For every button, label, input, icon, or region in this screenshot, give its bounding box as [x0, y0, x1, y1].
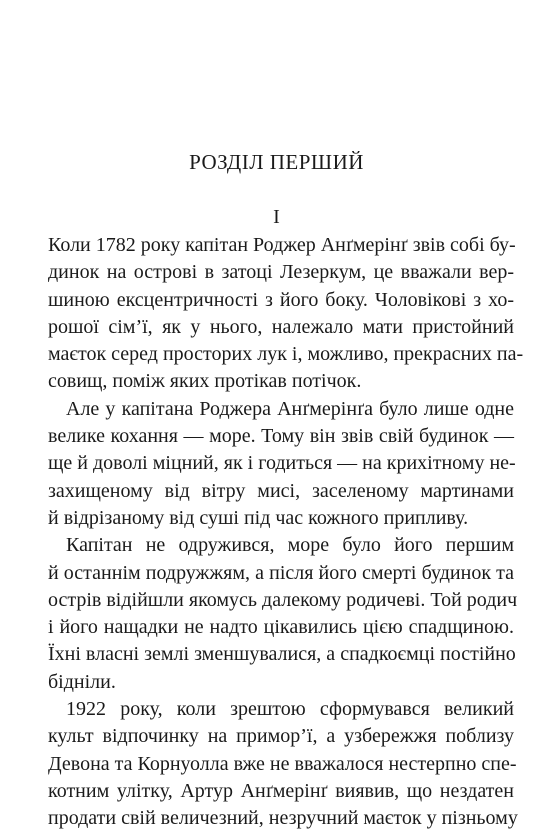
text-line: й відрізаному від суші під час кожного припливу. [48, 506, 469, 529]
text-line: маєток серед просторих лук і, можливо, прекрасних па- [48, 343, 524, 366]
text-line: продати свій величезний, незручний маєток у пізньому [48, 807, 518, 830]
text-line: Але у капітана Роджера Анґмерінґа було лише одне [66, 397, 514, 420]
text-line: Девона та Корнуолла вже не вважалося нестерпно спе- [48, 752, 517, 775]
text-line: ще й доволі міцний, як і годиться — на крихітному не- [48, 452, 516, 475]
text-line: захищеному від вітру мисі, заселеному мартинами [48, 479, 514, 502]
text-line: велике кохання — море. Тому він звів свій будинок — [48, 425, 514, 448]
text-line: 1922 року, коли зрештою сформувався великий [66, 698, 514, 721]
text-line: бідніли. [48, 670, 116, 693]
paragraph-3 [48, 532, 518, 696]
text-line: котним улітку, Артур Анґмерінґ виявив, що нездатен [48, 779, 514, 802]
text-line: Коли 1782 року капітан Роджер Анґмерінґ звів собі бу- [48, 234, 516, 256]
paragraph-4 [48, 696, 518, 832]
text-line: острів відійшли якомусь далекому родичеві. Той родич [48, 588, 518, 611]
chapter-title: РОЗДІЛ ПЕРШИЙ [189, 150, 364, 174]
section-number: I [273, 206, 280, 228]
text-line: шиною ексцентричності з його боку. Чоловікові з хо- [48, 288, 514, 311]
text-line: і його нащадки не надто цікавились цією спадщиною. [48, 616, 514, 639]
paragraph-1 [48, 232, 524, 396]
text-line: Їхні власні землі зменшувалися, а спадкоємці постійно [48, 643, 516, 666]
text-line: культ відпочинку на примор’ї, а узбережжя поблизу [48, 725, 514, 748]
text-line: динок на острові в затоці Лезеркум, це вважали вер- [48, 261, 514, 284]
text-line: рошої сім’ї, як у нього, належало мати пристойний [48, 315, 514, 338]
text-line: совищ, поміж яких протікав потічок. [48, 370, 362, 393]
body-text [48, 232, 524, 833]
text-line: Капітан не одружився, море було його першим [66, 534, 514, 557]
text-line: й останнім подружжям, а після його смерті будинок та [48, 561, 514, 584]
paragraph-2 [48, 396, 514, 532]
